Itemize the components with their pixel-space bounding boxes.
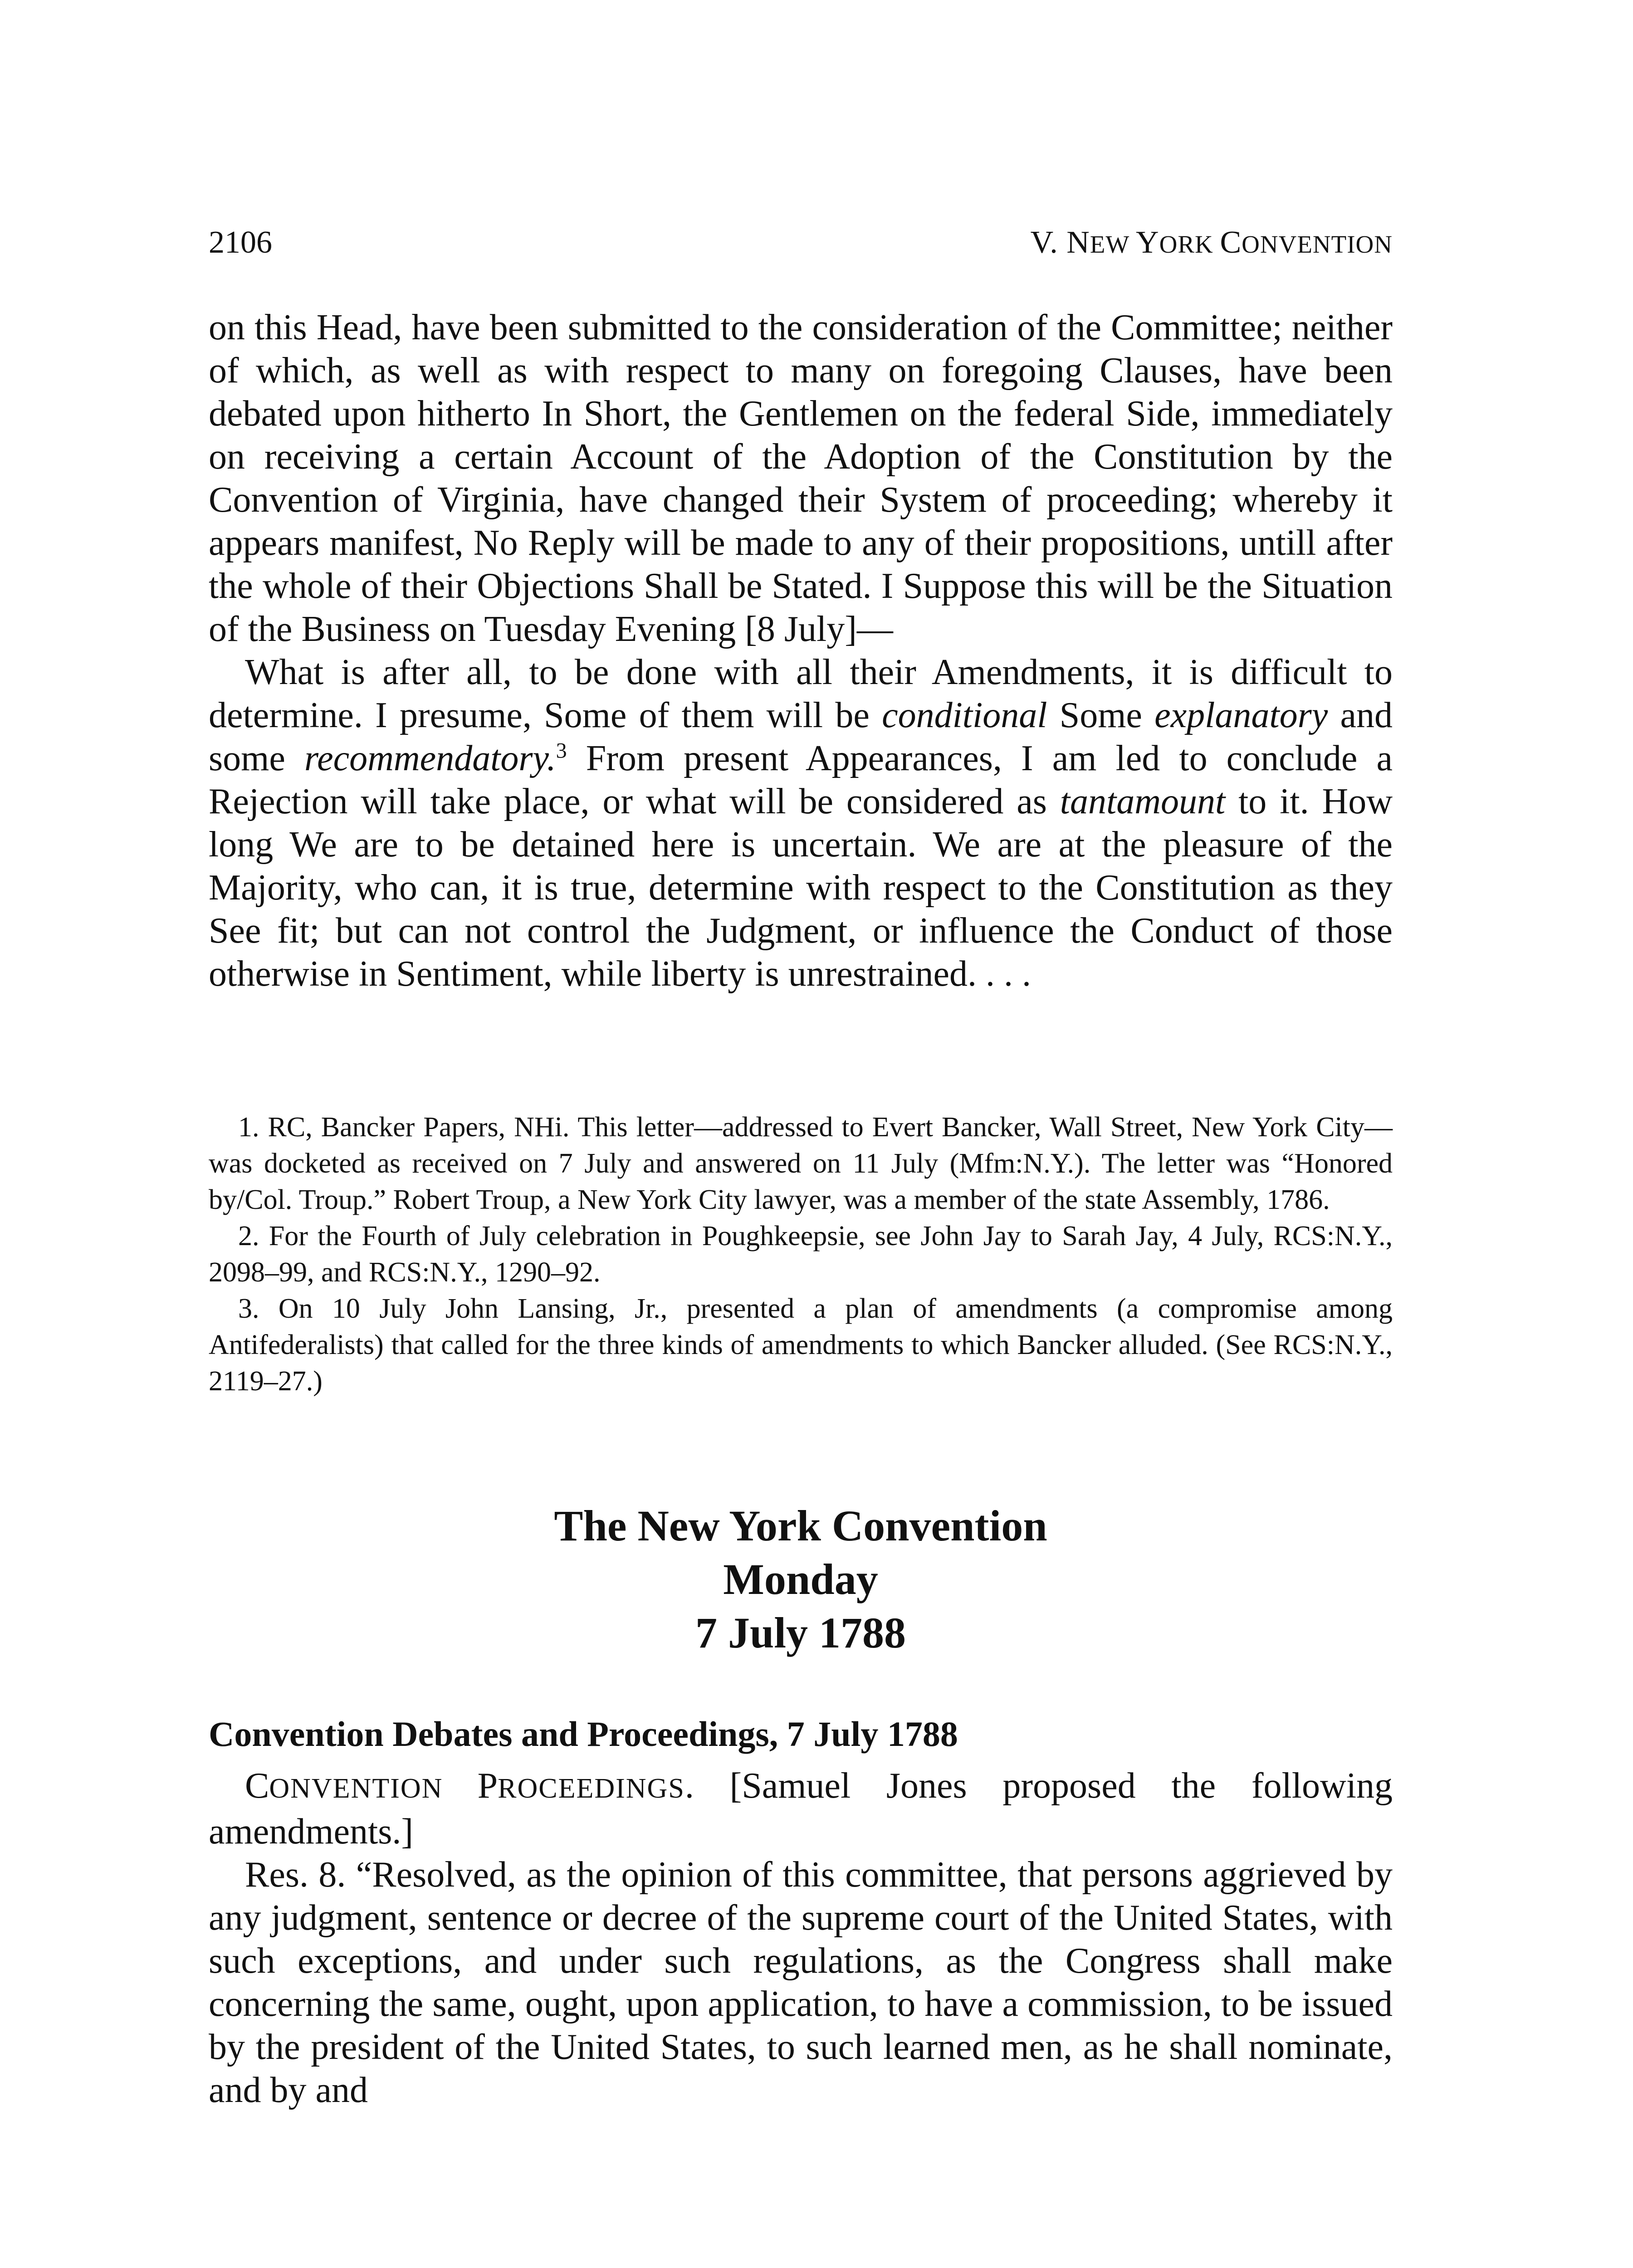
footnote-1: 1. RC, Bancker Papers, NHi. This letter—addressed to Evert Bancker, Wall Street, New York City—was docketed as received on 7 July and answered on 11 July (Mfm:N.Y.). The letter was “Honored by/Col. Troup.” Robert Troup, a New York City lawyer, was a member of the state Assembly, 1786.: [209, 1112, 1393, 1215]
section-title: V. NEW YORK CONVENTION: [1030, 225, 1393, 260]
heading-line-2: Monday: [723, 1555, 878, 1603]
letter-paragraph-2: What is after all, to be done with all their Amendments, it is difficult to determine. I presume, Some of them will be conditional Some explanatory and some recommendatory.$^3$ From present Appearances, I am led to conclude a Rejection will take place, or what will be considered as tantamount to it. How long We are to be detained here is uncertain. We are at the pleasure of the Majority, who can, it is true, determine with respect to the Constitution as they See fit; but can not control the Judgment, or influence the Conduct of those otherwise in Sentiment, while liberty is unrestrained. . . .: [209, 652, 1393, 994]
subheading: Convention Debates and Proceedings, 7 July 1788: [209, 1714, 958, 1754]
footnotes: [209, 1109, 1393, 1399]
resolution-8: Res. 8. “Resolved, as the opinion of this committee, that persons aggrieved by any judgment, sentence or decree of the supreme court of the United States, with such exceptions, and under such regulations, as the Congress shall make concerning the same, ought, upon application, to have a commission, to be issued by the president of the United States, to such learned men, as he shall nominate, and by and: [209, 1855, 1393, 2110]
footnote-2: 2. For the Fourth of July celebration in Poughkeepsie, see John Jay to Sarah Jay, 4 July, RCS:N.Y., 2098–99, and RCS:N.Y., 1290–92.: [209, 1221, 1393, 1288]
document-page: [209, 0, 1393, 2268]
proceedings-text: [209, 1765, 1393, 2112]
footnote-ref-3: 3: [556, 738, 567, 763]
footnote-3: 3. On 10 July John Lansing, Jr., presented a plan of amendments (a compromise among Antifederalists) that called for the three kinds of amendments to which Bancker alluded. (See RCS:N.Y., 2119–27.): [209, 1293, 1393, 1397]
heading-line-3: 7 July 1788: [695, 1608, 906, 1657]
page-number: 2106: [209, 225, 272, 260]
running-head: [209, 222, 1393, 263]
letter-paragraph-1: on this Head, have been submitted to the consideration of the Committee; neither of which, as well as with respect to many on foregoing Clauses, have been debated upon hitherto In Short, the Gentlemen on the federal Side, immediately on receiving a certain Account of the Adoption of the Constitution by the Convention of Virginia, have changed their System of proceeding; whereby it appears manifest, No Reply will be made to any of their propositions, untill after the whole of their Objections Shall be Stated. I Suppose this will be the Situation of the Business on Tuesday Evening [8 July]—: [209, 308, 1393, 649]
letter-text: [209, 306, 1393, 996]
section-heading: [209, 1499, 1393, 1660]
heading-line-1: The New York Convention: [554, 1501, 1047, 1550]
proceedings-intro: CONVENTION PROCEEDINGS. [Samuel Jones proposed the following amendments.]: [209, 1766, 1393, 1852]
